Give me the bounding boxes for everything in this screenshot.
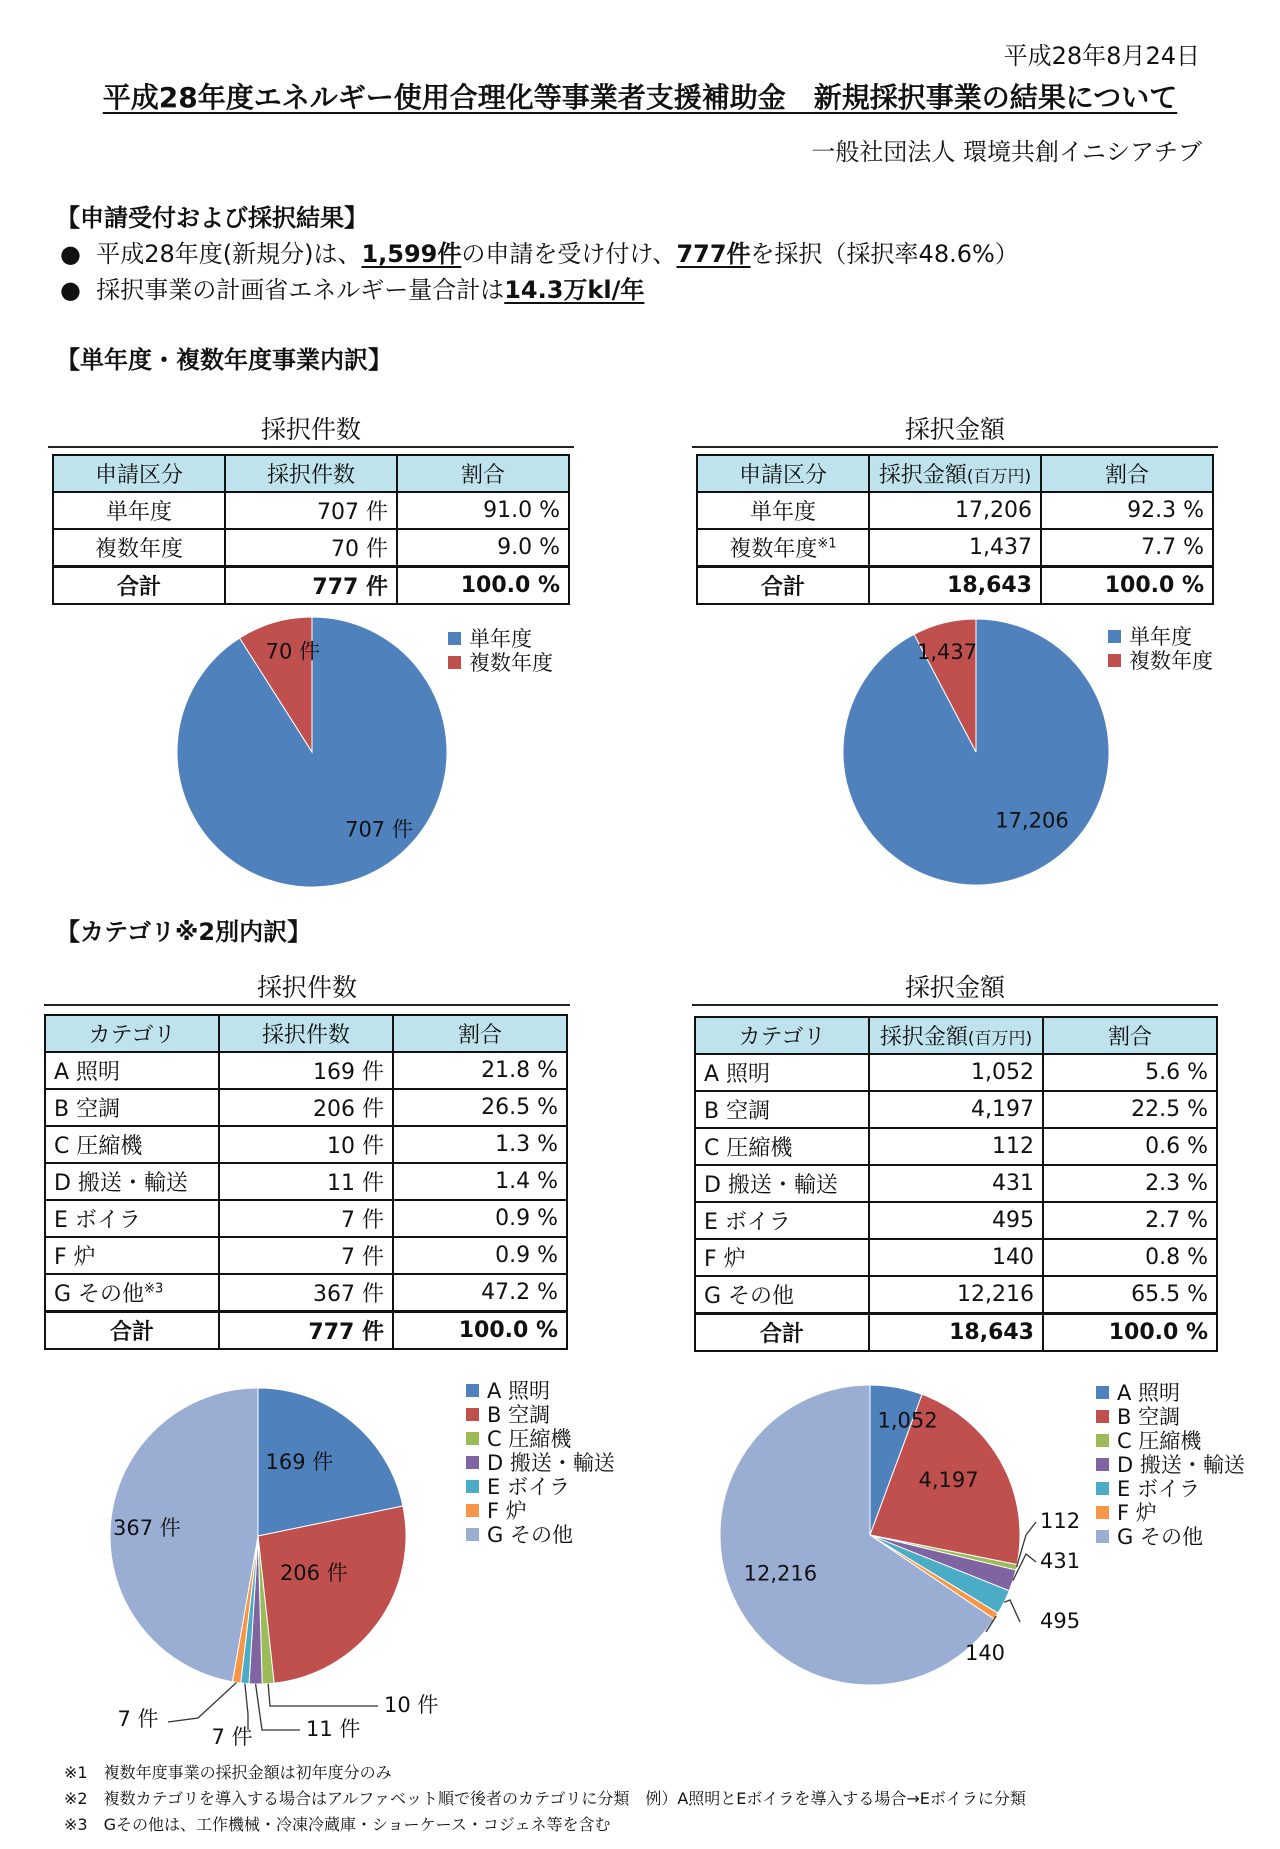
legend-label: 単年度 [1129,625,1192,649]
row-label [45,1274,219,1312]
row-label [695,1276,869,1314]
col-header [869,1017,1043,1054]
legend-item [448,650,553,674]
row-label [695,1128,869,1165]
table-row [695,1128,1217,1165]
row-pct: 91.0 % [397,492,569,529]
year-count-table [52,454,570,605]
data-label: 11 件 [306,1717,361,1741]
row-label [695,1054,869,1091]
legend-label: A 照明 [487,1379,551,1403]
row-label: 複数年度 [53,529,225,567]
row-value: 17,206 [869,492,1041,529]
data-label: 169 件 [265,1449,334,1474]
legend-label: B 空調 [1117,1405,1181,1429]
row-pct: 21.8 % [393,1052,567,1089]
row-pct: 9.0 % [397,529,569,567]
row-label-text: E ボイラ [54,1208,141,1233]
row-value: 1,052 [869,1054,1043,1091]
legend-swatch [448,656,461,669]
total-pct: 100.0 % [1041,567,1213,605]
data-label: 112 [1040,1509,1081,1533]
table-row [45,1126,567,1163]
row-label-text: F 炉 [704,1247,746,1272]
cat-count-rule [44,1004,570,1006]
data-label: 140 [964,1641,1006,1665]
table-row [695,1054,1217,1091]
row-pct: 7.7 % [1041,529,1213,567]
data-label: 10 件 [384,1693,439,1717]
data-label: 707 件 [345,817,413,842]
legend-label: G その他 [487,1523,573,1547]
b1-apps: 1,599件 [361,240,462,268]
footnote-mark: ※1 [817,536,837,552]
legend-swatch [1096,1386,1109,1399]
data-label: 367 件 [113,1515,181,1540]
total-label: 合計 [45,1312,219,1350]
row-value: 7 件 [219,1237,393,1274]
table-row [695,1239,1217,1276]
total-pct: 100.0 % [397,567,569,605]
row-label: 単年度 [697,492,869,529]
row-label-text: 複数年度 [729,537,818,562]
row-label [45,1163,219,1200]
row-value: 7 件 [219,1200,393,1237]
row-pct: 92.3 % [1041,492,1213,529]
data-label: 4,197 [918,1468,979,1493]
year-count-caption: 採択件数 [260,415,361,444]
document-title-text: 平成28年度エネルギー使用合理化等事業者支援補助金 新規採択事業の結果について [102,81,1178,114]
row-label-text: C 圧縮機 [704,1136,793,1161]
legend-label: 複数年度 [1129,649,1213,673]
row-value: 70 件 [225,529,397,567]
data-label: 7 件 [211,1725,253,1749]
legend-swatch [1096,1482,1109,1495]
col-header: カテゴリ [45,1015,219,1052]
total-label: 合計 [53,567,225,605]
table-row [697,529,1213,567]
row-value: 169 件 [219,1052,393,1089]
row-pct: 2.7 % [1043,1202,1217,1239]
row-value: 367 件 [219,1274,393,1312]
legend-label: A 照明 [1117,1381,1181,1405]
table-row [53,529,569,567]
row-pct: 0.6 % [1043,1128,1217,1165]
row-value: 1,437 [869,529,1041,567]
row-label-text: A 照明 [54,1060,121,1085]
row-label-text: A 照明 [704,1062,771,1087]
row-value: 707 件 [225,492,397,529]
row-label [45,1052,219,1089]
row-label [695,1202,869,1239]
b1-pre: 平成28年度(新規分)は、 [96,240,362,268]
total-label: 合計 [697,567,869,605]
table-row [45,1200,567,1237]
row-pct: 5.6 % [1043,1054,1217,1091]
row-label [45,1089,219,1126]
data-label: 12,216 [743,1561,818,1586]
legend-swatch [466,1504,479,1517]
row-value: 206 件 [219,1089,393,1126]
row-label-text: E ボイラ [704,1210,791,1235]
legend-swatch [466,1384,479,1397]
row-label [695,1239,869,1276]
cat-count-caption: 採択件数 [256,973,357,1002]
row-label-text: B 空調 [704,1099,771,1124]
row-label [45,1200,219,1237]
row-label-text: F 炉 [54,1245,96,1270]
col-header-unit: (百万円) [966,467,1032,487]
b1-post: を採択（採択率48.6%） [750,240,1019,268]
col-header-main: 採択金額 [878,463,967,488]
pie-slice [258,1506,406,1683]
row-pct: 47.2 % [393,1274,567,1312]
legend-label: D 搬送・輸送 [1117,1453,1245,1477]
row-pct: 0.9 % [393,1237,567,1274]
legend-label: F 炉 [487,1499,527,1523]
table-row [45,1052,567,1089]
row-pct: 65.5 % [1043,1276,1217,1314]
legend-swatch [466,1456,479,1469]
legend-label: 単年度 [469,627,532,651]
footnote-3: ※3 Gその他は、工作機械・冷凍冷蔵庫・ショーケース・コジェネ等を含む [64,1815,611,1834]
leader-line [245,1683,248,1730]
legend-year-amount [1108,624,1213,672]
row-value: 10 件 [219,1126,393,1163]
legend-swatch [466,1408,479,1421]
row-label: 単年度 [53,492,225,529]
summary-bullet-2 [60,270,644,305]
footnote-2: ※2 複数カテゴリを導入する場合はアルファベット順で後者のカテゴリに分類 例）A照明とEボイラを導入する場合→Eボイラに分類 [64,1789,1026,1808]
row-pct: 1.3 % [393,1126,567,1163]
row-label [45,1237,219,1274]
row-value: 112 [869,1128,1043,1165]
legend-label: C 圧縮機 [1117,1429,1202,1453]
legend-swatch [1096,1530,1109,1543]
table-row [695,1165,1217,1202]
b2-pre: 採択事業の計画省エネルギー量合計は [96,276,505,304]
document-date: 平成28年8月24日 [1003,42,1200,70]
row-label-text: G その他 [704,1284,795,1309]
row-pct: 0.8 % [1043,1239,1217,1276]
cat-amount-caption: 採択金額 [904,973,1005,1002]
bullet-dot: ● [60,276,97,304]
row-label [697,529,869,567]
legend-item [1108,648,1213,672]
table-total-row [697,567,1213,605]
total-value: 18,643 [869,1314,1043,1352]
col-header: 申請区分 [53,455,225,492]
table-row [45,1237,567,1274]
row-pct: 26.5 % [393,1089,567,1126]
legend-year-count [448,626,553,674]
legend-label: G その他 [1117,1525,1203,1549]
legend-swatch [466,1480,479,1493]
col-header: 割合 [1043,1017,1217,1054]
table-row [45,1089,567,1126]
col-header: 採択件数 [219,1015,393,1052]
row-pct: 2.3 % [1043,1165,1217,1202]
data-label: 7 件 [117,1707,159,1731]
row-pct: 0.9 % [393,1200,567,1237]
col-header: 申請区分 [697,455,869,492]
row-value: 495 [869,1202,1043,1239]
row-pct: 22.5 % [1043,1091,1217,1128]
b1-adopted: 777件 [676,240,751,268]
footnote-1: ※1 複数年度事業の採択金額は初年度分のみ [64,1763,392,1782]
col-header-unit: (百万円) [967,1029,1033,1049]
table-row [697,492,1213,529]
year-count-rule [48,446,574,448]
legend-swatch [448,632,461,645]
row-label [695,1091,869,1128]
legend-swatch [1096,1410,1109,1423]
total-value: 777 件 [225,567,397,605]
row-label [45,1126,219,1163]
col-header: 採択件数 [225,455,397,492]
legend-swatch [466,1432,479,1445]
legend-category-count [466,1378,615,1546]
legend-swatch [1108,654,1121,667]
table-total-row [53,567,569,605]
data-label: 1,437 [916,640,978,665]
table-row [695,1276,1217,1314]
row-value: 12,216 [869,1276,1043,1314]
row-value: 11 件 [219,1163,393,1200]
leader-line [256,1684,300,1730]
b2-value: 14.3万kl/年 [504,276,645,304]
col-header-main: 採択金額 [879,1025,968,1050]
row-label-text: G その他 [54,1282,145,1307]
legend-label: C 圧縮機 [487,1427,572,1451]
col-header: 割合 [393,1015,567,1052]
summary-bullet-1 [60,234,1019,269]
data-label: 206 件 [279,1560,348,1585]
year-amount-rule [692,446,1218,448]
summary-heading: 【申請受付および採択結果】 [56,204,368,232]
table-row [695,1091,1217,1128]
legend-label: 複数年度 [469,651,553,675]
data-label: 17,206 [995,808,1069,833]
row-label-text: D 搬送・輸送 [54,1171,188,1196]
legend-label: B 空調 [487,1403,551,1427]
total-pct: 100.0 % [1043,1314,1217,1352]
bullet-dot: ● [60,240,97,268]
col-header: 割合 [1041,455,1213,492]
legend-label: F 炉 [1117,1501,1157,1525]
data-label: 495 [1040,1609,1081,1633]
cat-amount-rule [692,1004,1218,1006]
legend-category-amount [1096,1380,1245,1548]
data-label: 70 件 [265,639,321,664]
row-value: 431 [869,1165,1043,1202]
col-header [869,455,1041,492]
col-header: カテゴリ [695,1017,869,1054]
legend-swatch [1096,1506,1109,1519]
table-row [45,1274,567,1312]
legend-swatch [1096,1434,1109,1447]
legend-swatch [466,1528,479,1541]
col-header: 割合 [397,455,569,492]
legend-label: E ボイラ [1117,1477,1200,1501]
section2-heading: 【カテゴリ※2別内訳】 [56,918,312,946]
year-amount-table [696,454,1214,605]
data-label: 1,052 [877,1408,938,1433]
organization-name: 一般社団法人 環境共創イニシアチブ [811,138,1202,166]
leader-line [1004,1600,1020,1622]
total-value: 777 件 [219,1312,393,1350]
legend-swatch [1096,1458,1109,1471]
legend-item [1096,1524,1245,1548]
b1-mid: の申請を受け付け、 [461,240,677,268]
table-row [45,1163,567,1200]
row-value: 140 [869,1239,1043,1276]
total-value: 18,643 [869,567,1041,605]
data-label: 431 [1040,1549,1081,1573]
legend-swatch [1108,630,1121,643]
section1-heading: 【単年度・複数年度事業内訳】 [56,346,392,374]
leader-line [268,1684,378,1706]
footnote-mark: ※3 [144,1281,164,1297]
total-pct: 100.0 % [393,1312,567,1350]
row-label [695,1165,869,1202]
category-count-table [44,1014,568,1350]
table-row [695,1202,1217,1239]
legend-item [466,1522,615,1546]
document-title [0,76,1280,116]
table-total-row [45,1312,567,1350]
row-pct: 1.4 % [393,1163,567,1200]
category-amount-table [694,1016,1218,1352]
row-label-text: D 搬送・輸送 [704,1173,838,1198]
year-amount-caption: 採択金額 [904,415,1005,444]
table-row [53,492,569,529]
total-label: 合計 [695,1314,869,1352]
row-value: 4,197 [869,1091,1043,1128]
table-total-row [695,1314,1217,1352]
legend-label: E ボイラ [487,1475,570,1499]
leader-line [168,1682,237,1722]
legend-label: D 搬送・輸送 [487,1451,615,1475]
row-label-text: B 空調 [54,1097,121,1122]
row-label-text: C 圧縮機 [54,1134,143,1159]
